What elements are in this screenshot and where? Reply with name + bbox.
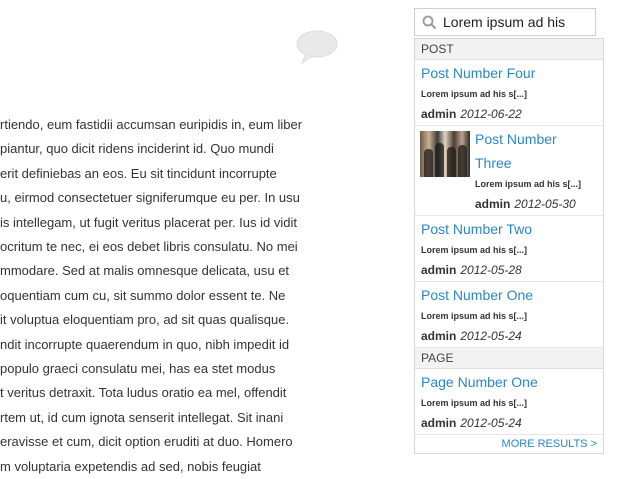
result-excerpt: Lorem ipsum ad his s[...] [421,89,528,99]
result-title-link[interactable]: Post Number Four [421,65,536,81]
article-body [0,113,345,479]
result-meta [421,414,603,434]
search-input[interactable] [443,12,591,32]
result-item[interactable] [415,126,603,216]
result-title-line: Post Number [475,131,557,147]
result-excerpt: Lorem ipsum ad his s[...] [421,398,528,408]
article-line: oquentiam cum cu, sit summo dolor essent te. Ne [0,287,286,303]
result-date: 2012-06-22 [460,107,522,121]
result-item[interactable] [415,60,603,126]
result-meta [475,195,603,215]
result-date: 2012-05-30 [514,197,576,211]
section-heading-page: PAGE [415,348,603,369]
article-line: mmodare. Sed at malis omnesque delicata, usu et [0,263,290,279]
article-line: u, eirmod consectetuer signiferumque eu per. In usu [0,190,300,206]
result-meta [421,261,603,281]
result-thumbnail[interactable] [420,131,470,177]
result-title-line: Three [475,155,512,171]
article-line: it voluptua eloquentiam pro, ad sit quas qualisque. [0,312,290,328]
result-excerpt: Lorem ipsum ad his s[...] [421,245,528,255]
result-meta [421,105,603,125]
search-results-dropdown [414,38,604,454]
article-line: ocritum te nec, ei eos debet libris consulatu. No mei [0,239,298,255]
result-meta [421,327,603,347]
comment-bubble-icon[interactable] [296,30,338,69]
result-item[interactable] [415,369,603,435]
result-title-link[interactable]: Post Number One [421,287,534,303]
article-line: m voluptaria expetendis ad sed, nobis feugiat [0,458,261,474]
article-line: erit definiebas an eos. Eu sit tincidunt incorrupte [0,165,277,181]
article-line: eravisse et cum, dicit option eruditi at duo. Homero [0,434,293,450]
result-excerpt: Lorem ipsum ad his s[...] [421,311,528,321]
result-author: admin [421,416,457,430]
search-box[interactable] [414,8,596,36]
result-date: 2012-05-24 [460,416,522,430]
result-author: admin [421,329,457,343]
article-line: t veritus detraxit. Tota ludus oratio ea mel, offendit [0,385,287,401]
more-results-link[interactable]: MORE RESULTS > [415,435,603,453]
article-line: ndit incorrupte quaerendum in quo, nibh impedit id [0,336,290,352]
article-line: is intellegam, ut fugit veritus placerat per. Ius id vidit [0,214,297,230]
article-line: rtiendo, eum fastidii accumsan euripidis in, eum liber [0,117,303,132]
result-excerpt: Lorem ipsum ad his s[...] [475,179,582,189]
article-line: rtem ut, id cum ignota senserit intellegat. Sit inani [0,409,284,425]
result-title-link[interactable]: Page Number One [421,374,538,390]
result-author: admin [421,107,457,121]
result-item[interactable] [415,216,603,282]
result-date: 2012-05-28 [460,263,522,277]
result-author: admin [475,197,511,211]
section-heading-post: POST [415,39,603,60]
article-line: piantur, quo dicit ridens inciderint id. Quo mundi [0,141,274,157]
result-date: 2012-05-24 [460,329,522,343]
result-author: admin [421,263,457,277]
article-line: populo graeci consulatu mei, has ea stet modus [0,361,276,377]
search-icon [422,15,437,35]
result-item[interactable] [415,282,603,348]
result-title-link[interactable]: Post Number Two [421,221,533,237]
result-title-link[interactable] [475,126,603,175]
